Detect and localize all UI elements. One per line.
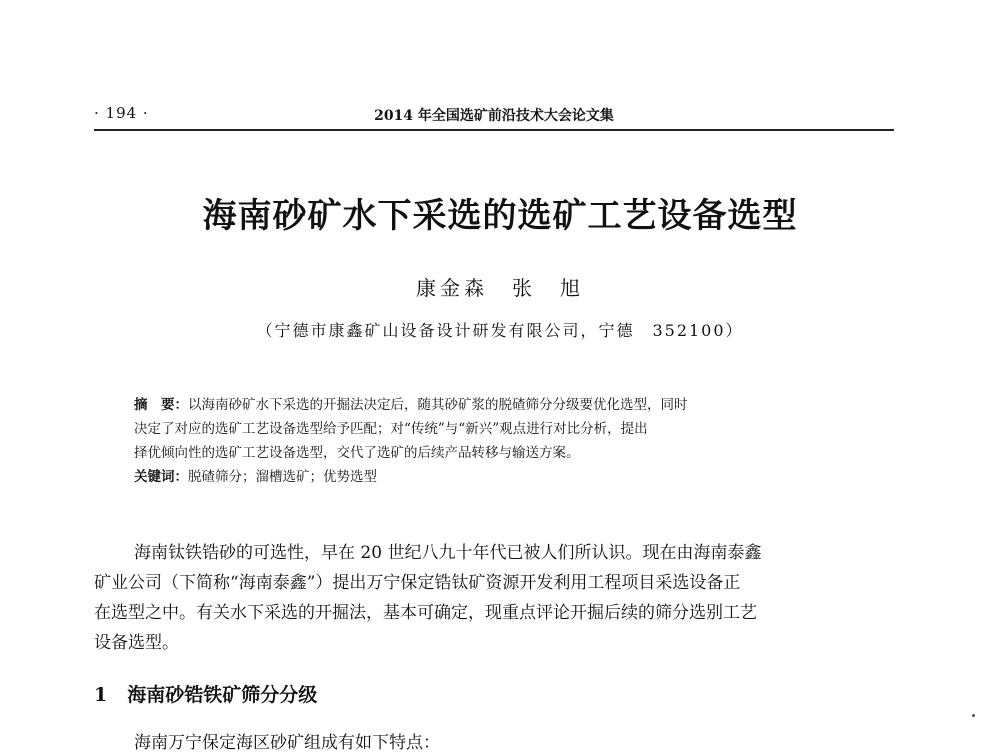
paragraph-line: 海南钛铁锆砂的可选性，早在 20 世纪八九十年代已被人们所认识。现在由海南泰鑫 bbox=[134, 543, 762, 563]
section-heading bbox=[94, 680, 317, 707]
header-rule bbox=[94, 129, 894, 131]
intro-paragraph bbox=[94, 538, 894, 658]
article-title: 海南砂矿水下采选的选矿工艺设备选型 bbox=[202, 196, 798, 236]
abstract-line bbox=[134, 393, 862, 417]
abstract-text: 以海南砂矿水下采选的开掘法决定后，随其砂矿浆的脱碴筛分分级要优化选型，同时 bbox=[188, 397, 688, 413]
scan-speck bbox=[972, 714, 975, 717]
abstract-line: 决定了对应的选矿工艺设备选型给予匹配；对“传统”与“新兴”观点进行对比分析，提出 bbox=[134, 421, 648, 437]
section-title: 海南砂锆铁矿筛分分级 bbox=[127, 684, 318, 706]
author-affiliation: （宁德市康鑫矿山设备设计研发有限公司，宁德 352100） bbox=[256, 321, 744, 340]
abstract-line: 择优倾向性的选矿工艺设备选型，交代了选矿的后续产品转移与输送方案。 bbox=[134, 445, 580, 461]
running-title: 2014 年全国选矿前沿技术大会论文集 bbox=[374, 108, 614, 124]
running-header bbox=[94, 100, 894, 128]
paragraph-line: 设备选型。 bbox=[94, 633, 179, 653]
abstract-label: 摘 要： bbox=[134, 397, 188, 413]
paragraph-line: 海南万宁保定海区砂矿组成有如下特点： bbox=[134, 733, 440, 753]
section-number: 1 bbox=[94, 684, 108, 706]
abstract bbox=[134, 393, 862, 489]
keywords-label: 关键词： bbox=[134, 469, 188, 485]
article-authors: 康金森 张 旭 bbox=[416, 276, 584, 300]
paragraph-line: 矿业公司（下简称“海南泰鑫”）提出万宁保定锆钛矿资源开发利用工程项目采选设备正 bbox=[94, 573, 741, 593]
keywords-text: 脱碴筛分；溜槽选矿；优势选型 bbox=[188, 469, 377, 485]
paragraph-line: 在选型之中。有关水下采选的开掘法，基本可确定，现重点评论开掘后续的筛分选别工艺 bbox=[94, 603, 757, 623]
keywords-line bbox=[134, 465, 862, 489]
page-number: · 194 · bbox=[94, 104, 149, 122]
